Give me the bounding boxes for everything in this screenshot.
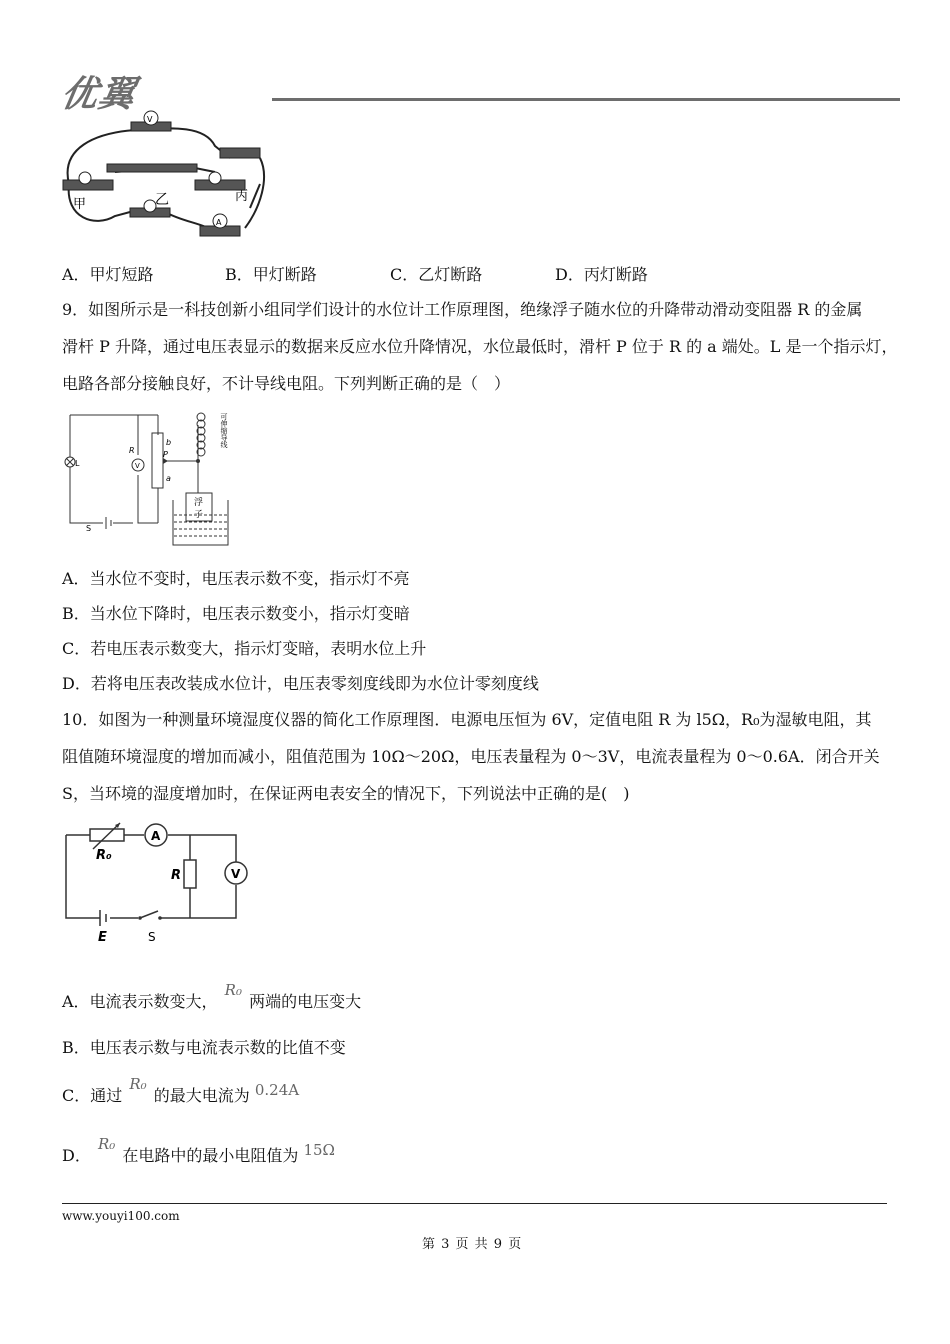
page-number: 第 3 页 共 9 页 xyxy=(422,1237,523,1252)
q8-option-c: C．乙灯断路 xyxy=(390,265,483,284)
q10-stem-line1: 10．如图为一种测量环境湿度仪器的简化工作原理图．电源电压恒为 6V，定值电阻 R 为 l5Ω，R₀为湿敏电阻，其 xyxy=(62,710,872,729)
q10-stem-line2: 阻值随环境湿度的增加而减小，阻值范围为 10Ω～20Ω，电压表量程为 0～3V，电流表量程为 0～0.6A．闭合开关 xyxy=(62,747,880,766)
q8-option-d: D．丙灯断路 xyxy=(555,265,648,284)
q10-option-c-value: 0.24A xyxy=(254,1081,300,1099)
q9-option-a: A．当水位不变时，电压表示数不变，指示灯不亮 xyxy=(62,569,410,588)
label-R: R xyxy=(129,446,135,455)
q10-option-c xyxy=(62,1075,300,1106)
header-divider xyxy=(272,98,900,101)
q8-circuit-figure xyxy=(55,108,275,243)
switch-board xyxy=(220,148,260,158)
q10-option-c-prefix: C．通过 xyxy=(62,1086,123,1105)
q10-option-a-prefix: A．电流表示数变大， xyxy=(62,992,218,1011)
label-yi: 乙 xyxy=(155,192,169,208)
q10-option-d-symbol: R₀ xyxy=(97,1135,116,1153)
label-V: V xyxy=(135,462,140,470)
label-V: V xyxy=(231,867,241,881)
lamp-bing-bulb xyxy=(209,172,221,184)
q9-option-d: D．若将电压表改装成水位计，电压表零刻度线即为水位计零刻度线 xyxy=(62,674,539,693)
svg-text:A: A xyxy=(216,218,222,227)
q10-option-d xyxy=(62,1135,335,1166)
q10-option-a xyxy=(62,981,362,1012)
q9-stem-line2: 滑杆 P 升降，通过电压表显示的数据来反应水位升降情况，水位最低时，滑杆 P 位于 R 的 a 端处。L 是一个指示灯， xyxy=(62,337,898,356)
label-E: E xyxy=(98,930,107,945)
label-a: a xyxy=(166,474,171,483)
q9-circuit-figure xyxy=(58,405,238,550)
label-b: b xyxy=(166,438,172,447)
label-float-1: 浮 xyxy=(194,498,204,508)
label-A: A xyxy=(151,829,161,843)
q10-option-b: B．电压表示数与电流表示数的比值不变 xyxy=(62,1038,346,1057)
brand-logo: 优翼 xyxy=(58,73,140,114)
q10-stem-line3: S，当环境的湿度增加时，在保证两电表安全的情况下，下列说法中正确的是( ) xyxy=(62,784,630,803)
q9-option-b: B．当水位下降时，电压表示数变小，指示灯变暗 xyxy=(62,604,410,623)
q10-option-c-symbol: R₀ xyxy=(129,1075,147,1093)
q10-option-c-middle: 的最大电流为 xyxy=(153,1086,250,1105)
label-jia: 甲 xyxy=(73,197,87,212)
label-float-2: 子 xyxy=(194,510,204,520)
q9-stem-line1: 9．如图所示是一科技创新小组同学们设计的水位计工作原理图，绝缘浮子随水位的升降带动滑动变阻器 R 的金属 xyxy=(62,300,863,319)
q10-option-a-suffix: 两端的电压变大 xyxy=(249,992,362,1011)
q10-option-d-prefix: D． xyxy=(62,1146,91,1165)
label-P: P xyxy=(163,450,168,459)
q10-option-a-symbol: R₀ xyxy=(224,981,242,999)
footer-divider xyxy=(62,1203,887,1204)
rheostat-board xyxy=(107,164,197,172)
label-S: S xyxy=(86,524,92,533)
q10-option-d-middle: 在电路中的最小电阻值为 xyxy=(122,1146,299,1165)
q8-option-a: A．甲灯短路 xyxy=(62,265,154,284)
q9-option-c: C．若电压表示数变大，指示灯变暗，表明水位上升 xyxy=(62,639,427,658)
label-L: L xyxy=(75,459,80,468)
lamp-jia-bulb xyxy=(79,172,91,184)
label-S: S xyxy=(148,930,156,944)
label-R0: R₀ xyxy=(96,848,112,863)
label-R: R xyxy=(171,868,182,883)
footer-url: www.youyi100.com xyxy=(62,1209,180,1223)
label-wire: 可伸缩导线 xyxy=(220,413,228,448)
label-bing: 丙 xyxy=(235,189,249,204)
q9-stem-line3: 电路各部分接触良好，不计导线电阻。下列判断正确的是（ ） xyxy=(62,374,511,393)
q8-option-b: B．甲灯断路 xyxy=(225,265,317,284)
q10-option-d-value: 15Ω xyxy=(303,1141,335,1159)
q10-circuit-figure xyxy=(60,815,250,945)
svg-text:V: V xyxy=(147,115,153,124)
